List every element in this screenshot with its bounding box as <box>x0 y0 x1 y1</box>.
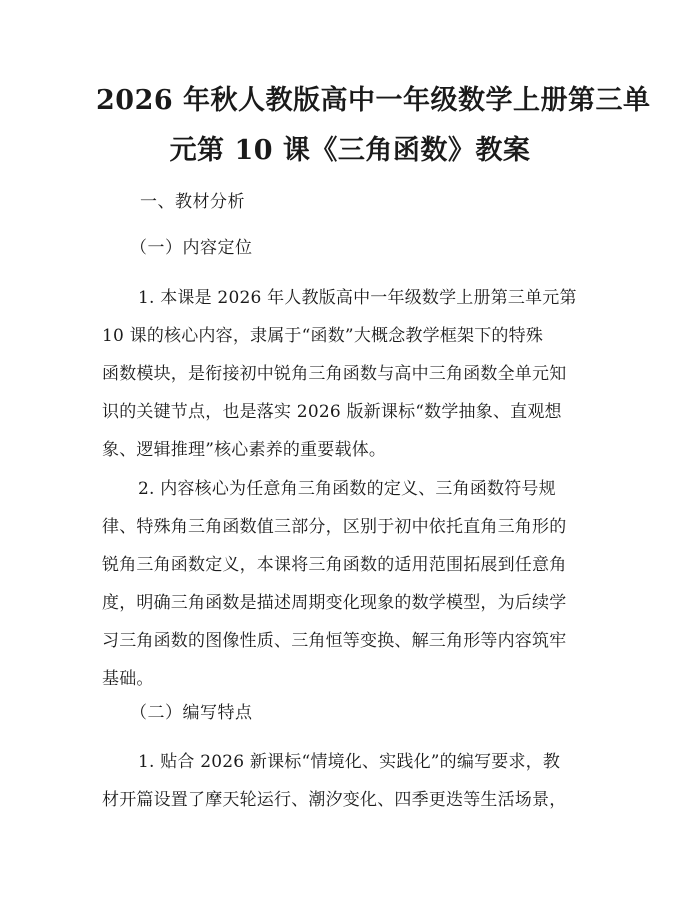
document-title-line-1: 2026 年秋人教版高中一年级数学上册第三单 <box>96 85 651 116</box>
paragraph-3-line: 1. 贴合 2026 新课标“情境化、实践化”的编写要求，教 <box>138 752 561 772</box>
paragraph-2-line: 律、特殊角三角函数值三部分，区别于初中依托直角三角形的 <box>102 517 567 537</box>
paragraph-1-line: 函数模块，是衔接初中锐角三角函数与高中三角函数全单元知 <box>102 364 567 384</box>
paragraph-1-line: 识的关键节点，也是落实 2026 版新课标“数学抽象、直观想 <box>102 402 562 422</box>
paragraph-1-line: 1. 本课是 2026 年人教版高中一年级数学上册第三单元第 <box>138 288 577 308</box>
subsection-heading-writing-features: （二）编写特点 <box>130 703 253 723</box>
paragraph-2-line: 基础。 <box>102 669 154 689</box>
paragraph-1-line: 象、逻辑推理”核心素养的重要载体。 <box>102 440 387 460</box>
paragraph-2-line: 锐角三角函数定义，本课将三角函数的适用范围拓展到任意角 <box>102 555 567 575</box>
paragraph-2-line: 度，明确三角函数是描述周期变化现象的数学模型，为后续学 <box>102 593 567 613</box>
paragraph-3-line: 材开篇设置了摩天轮运行、潮汐变化、四季更迭等生活场景， <box>102 790 567 810</box>
subsection-heading-content-positioning: （一）内容定位 <box>130 238 253 258</box>
paragraph-2-line: 2. 内容核心为任意角三角函数的定义、三角函数符号规 <box>138 479 556 499</box>
document-title-line-2: 元第 10 课《三角函数》教案 <box>169 135 531 166</box>
paragraph-1-line: 10 课的核心内容，隶属于“函数”大概念教学框架下的特殊 <box>102 326 544 346</box>
paragraph-2-line: 习三角函数的图像性质、三角恒等变换、解三角形等内容筑牢 <box>102 631 567 651</box>
section-heading-textbook-analysis: 一、教材分析 <box>140 192 245 212</box>
